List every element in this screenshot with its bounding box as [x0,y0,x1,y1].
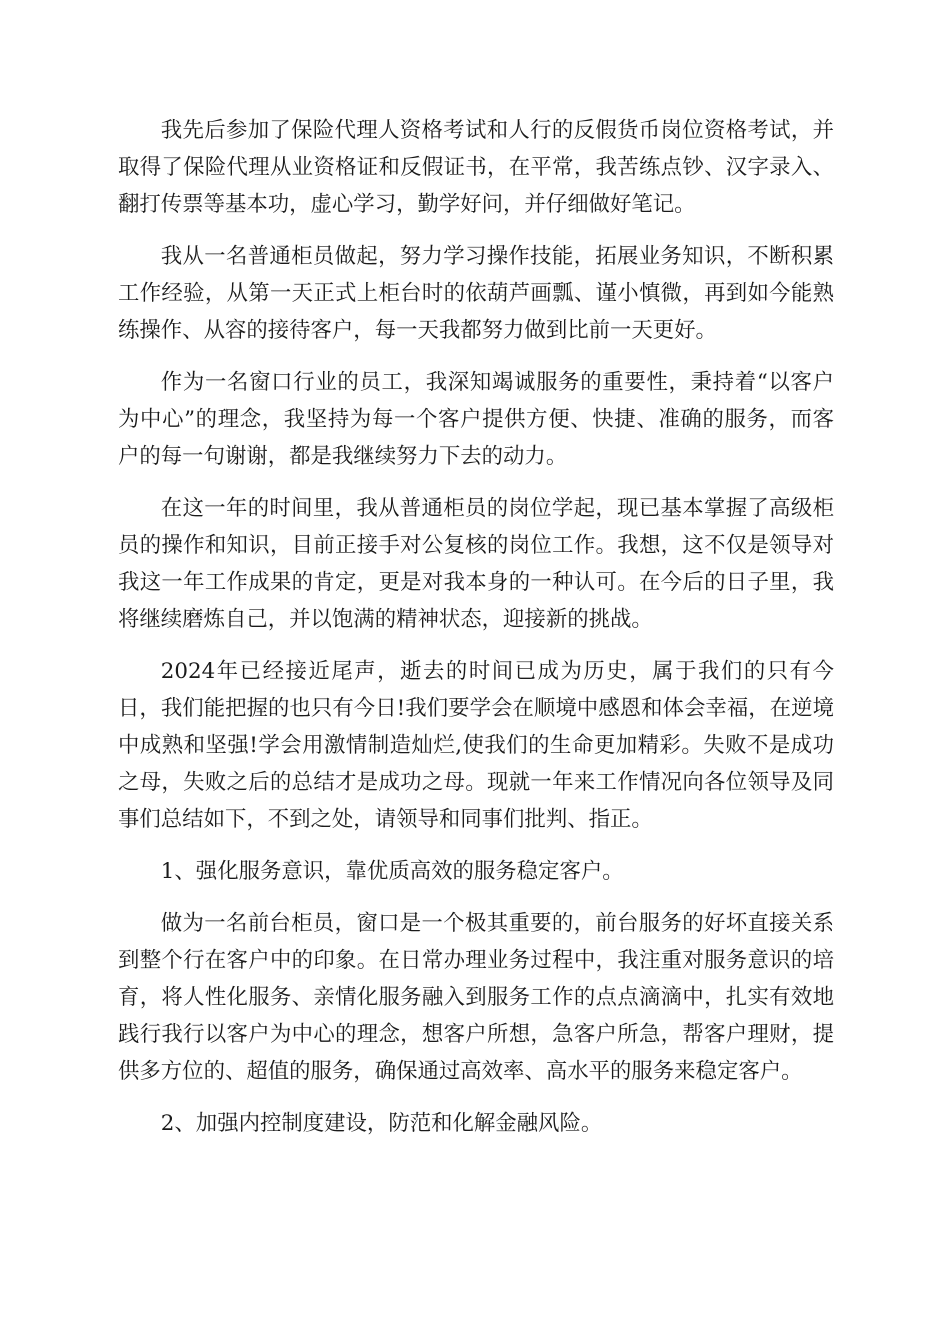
section-heading-internal-control: 2、加强内控制度建设，防范和化解金融风险。 [160,1111,603,1136]
paragraph-exam-qualifications: 我先后参加了保险代理人资格考试和人行的反假货币岗位资格考试，并取得了保险代理从业资格证和反假证书，在平常，我苦练点钞、汉字录入、翻打传票等基本功，虚心学习，勤学好问，并仔细做好笔记。 [118,118,834,217]
section-heading-service: 1、强化服务意识，靠优质高效的服务稳定客户。 [160,859,624,884]
paragraph-year-progress: 在这一年的时间里，我从普通柜员的岗位学起，现已基本掌握了高级柜员的操作和知识，目前正接手对公复核的岗位工作。我想，这不仅是领导对我这一年工作成果的肯定，更是对我本身的一种认可。在今后的日子里，我将继续磨炼自己，并以饱满的精神状态，迎接新的挑战。 [118,496,834,632]
paragraph-teller-growth: 我从一名普通柜员做起，努力学习操作技能，拓展业务知识，不断积累工作经验，从第一天正式上柜台时的依葫芦画瓢、谨小慎微，再到如今能熟练操作、从容的接待客户，每一天我都努力做到比前一天更好。 [118,244,834,343]
document-body [118,112,834,1157]
paragraph-year-summary: 2024年已经接近尾声，逝去的时间已成为历史，属于我们的只有今日，我们能把握的也只有今日!我们要学会在顺境中感恩和体会幸福，在逆境中成熟和坚强!学会用激情制造灿烂,使我们的生命更加精彩。失败不是成功之母，失败之后的总结才是成功之母。现就一年来工作情况向各位领导及同事们总结如下，不到之处，请领导和同事们批判、指正。 [118,659,834,832]
paragraph-customer-service: 作为一名窗口行业的员工，我深知竭诚服务的重要性，秉持着“以客户为中心”的理念，我坚持为每一个客户提供方便、快捷、准确的服务，而客户的每一句谢谢，都是我继续努力下去的动力。 [118,370,834,469]
paragraph-front-desk-service: 做为一名前台柜员，窗口是一个极其重要的，前台服务的好坏直接关系到整个行在客户中的印象。在日常办理业务过程中，我注重对服务意识的培育，将人性化服务、亲情化服务融入到服务工作的点点滴滴中，扎实有效地践行我行以客户为中心的理念，想客户所想，急客户所急，帮客户理财，提供多方位的、超值的服务，确保通过高效率、高水平的服务来稳定客户。 [118,911,834,1084]
